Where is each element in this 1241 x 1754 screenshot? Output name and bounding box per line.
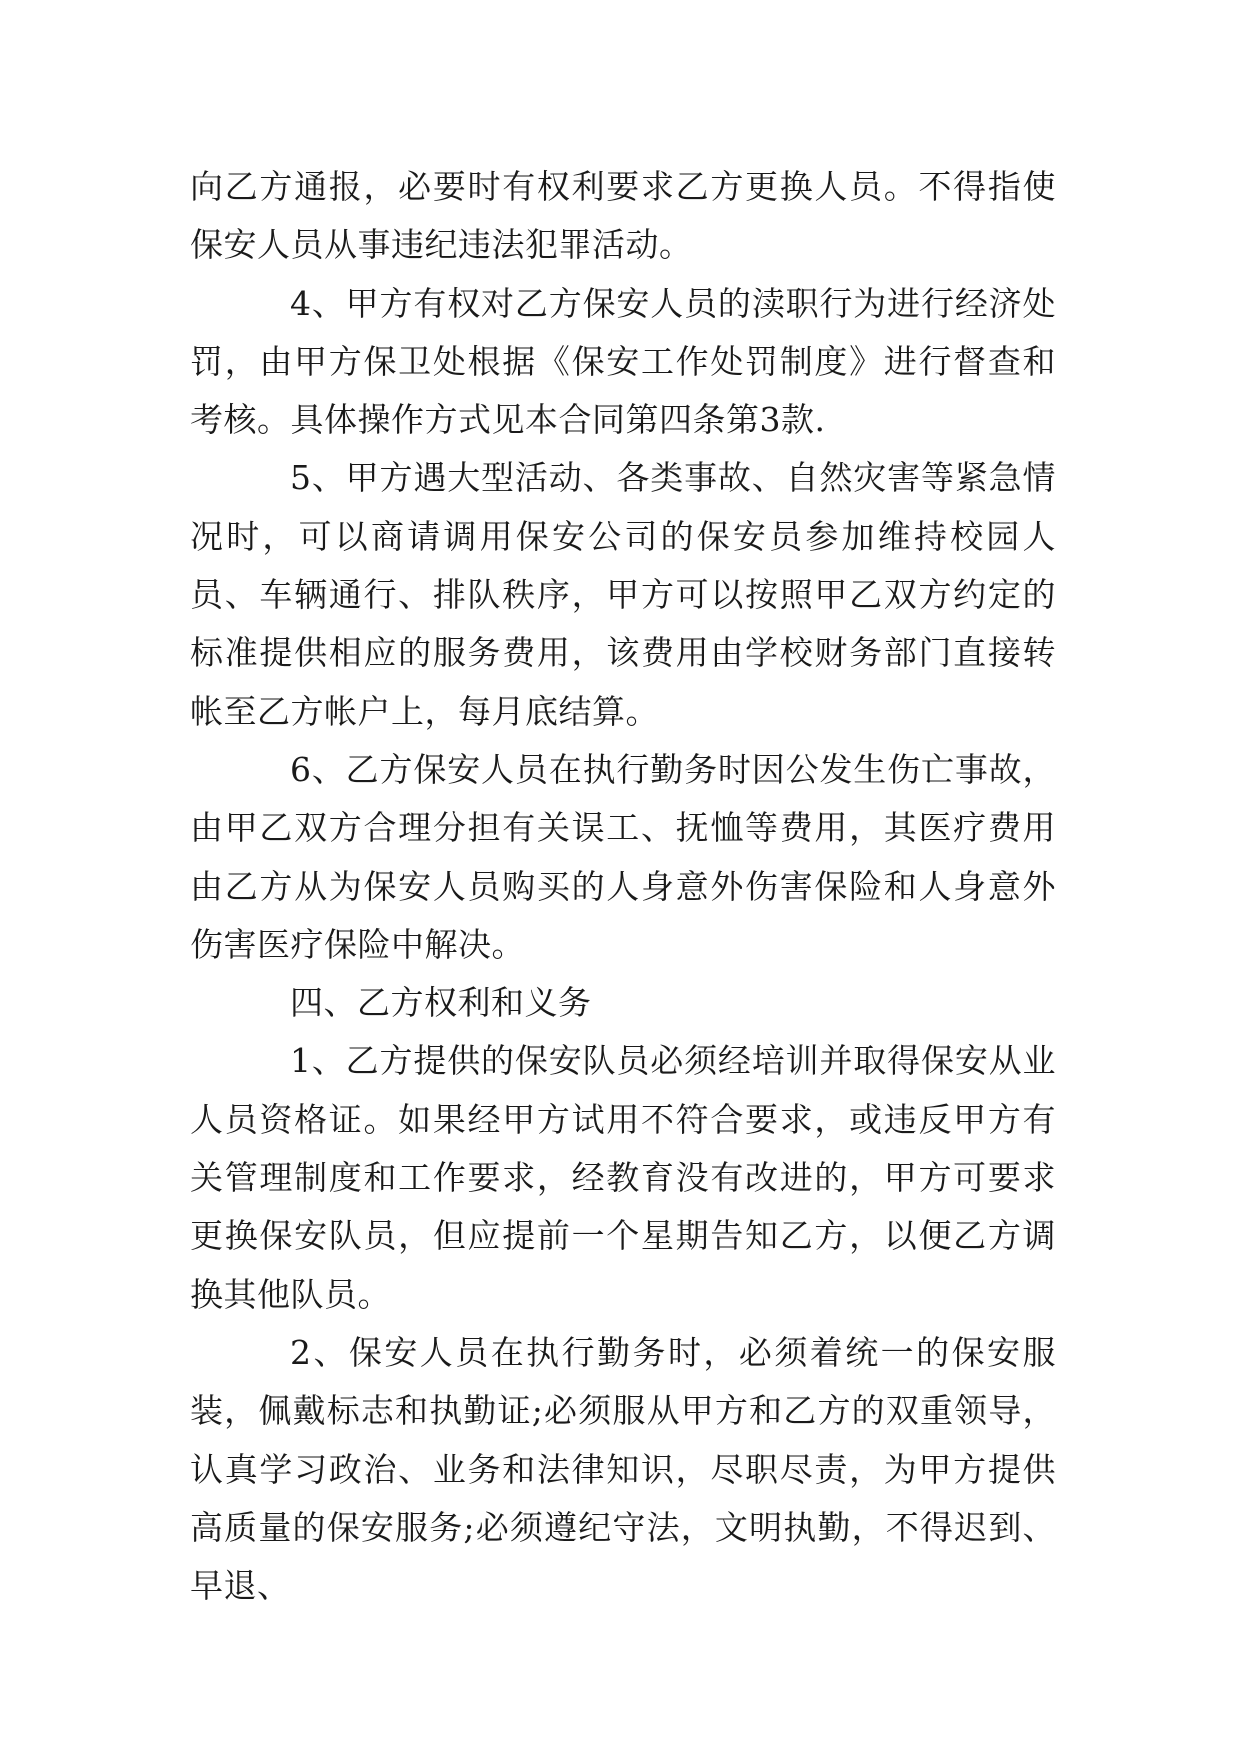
paragraph-clause-6: 6、乙方保安人员在执行勤务时因公发生伤亡事故，由甲乙双方合理分担有关误工、抚恤等费用，其医疗费用由乙方从为保安人员购买的人身意外伤害保险和人身意外伤害医疗保险中解决。 (190, 749, 1056, 964)
paragraph-clause-2: 2、保安人员在执行勤务时，必须着统一的保安服装，佩戴标志和执勤证;必须服从甲方和乙方的双重领导，认真学习政治、业务和法律知识，尽职尽责，为甲方提供高质量的保安服务;必须遵纪守法，文明执勤，不得迟到、早退、 (190, 1332, 1056, 1606)
section-heading: 四、乙方权利和义务 (290, 983, 592, 1023)
paragraph-clause-5: 5、甲方遇大型活动、各类事故、自然灾害等紧急情况时，可以商请调用保安公司的保安员参加维持校园人员、车辆通行、排队秩序，甲方可以按照甲乙双方约定的标准提供相应的服务费用，该费用由学校财务部门直接转帐至乙方帐户上，每月底结算。 (190, 458, 1056, 731)
paragraph-continuation: 向乙方通报，必要时有权利要求乙方更换人员。不得指使保安人员从事违纪违法犯罪活动。 (190, 167, 1056, 265)
document-page (190, 158, 1056, 1615)
paragraph-clause-4: 4、甲方有权对乙方保安人员的渎职行为进行经济处罚，由甲方保卫处根据《保安工作处罚制度》进行督查和考核。具体操作方式见本合同第四条第3款. (190, 283, 1056, 440)
paragraph-clause-1: 1、乙方提供的保安队员必须经培训并取得保安从业人员资格证。如果经甲方试用不符合要求，或违反甲方有关管理制度和工作要求，经教育没有改进的，甲方可要求更换保安队员，但应提前一个星期告知乙方，以便乙方调换其他队员。 (190, 1041, 1056, 1314)
